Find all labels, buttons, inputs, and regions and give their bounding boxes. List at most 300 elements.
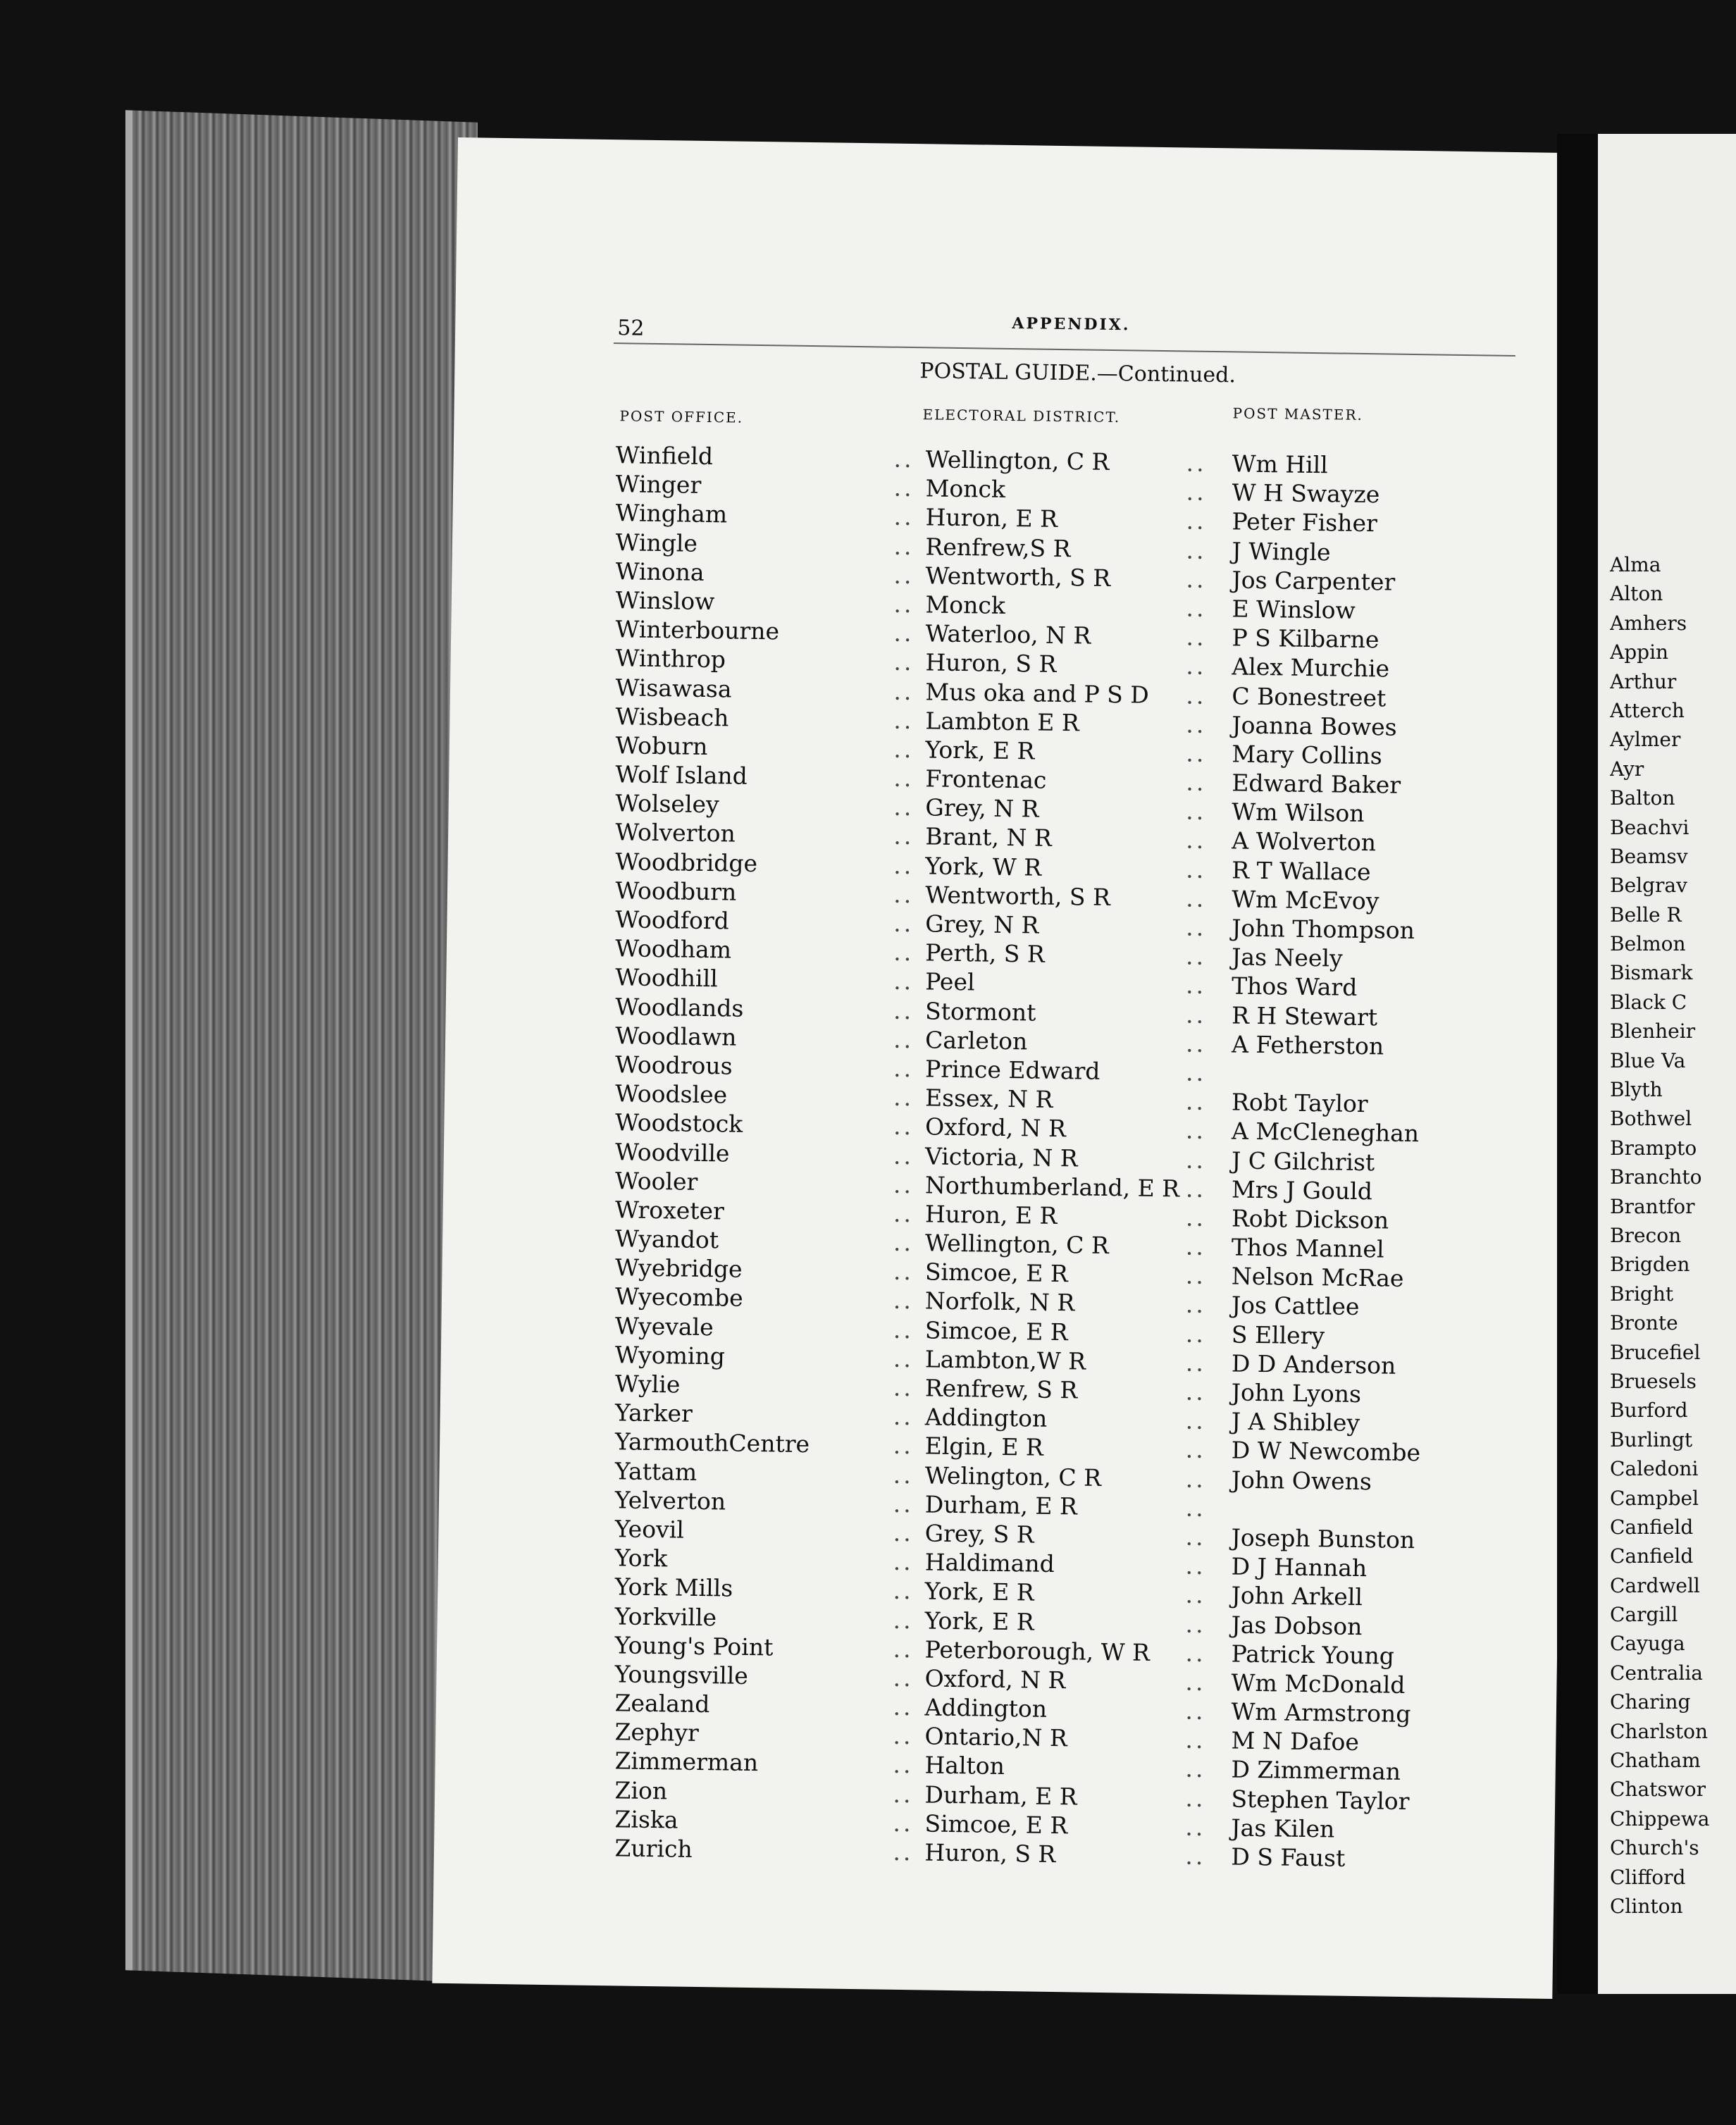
leader-dots: ..	[893, 1809, 914, 1838]
electoral-district-cell: York, E R	[925, 736, 1035, 765]
leader-dots: ..	[893, 1113, 914, 1141]
leader-dots: ..	[1186, 710, 1207, 738]
post-office-cell: Ziska	[614, 1805, 678, 1834]
post-office-cell: Wyevale	[614, 1311, 714, 1341]
right-page-entry: Brecon	[1610, 1223, 1682, 1247]
right-page-entry: Black C	[1610, 990, 1687, 1014]
leader-dots: ..	[1185, 1058, 1207, 1086]
leader-dots: ..	[893, 590, 914, 619]
leader-dots: ..	[893, 677, 914, 705]
leader-dots: ..	[893, 1402, 914, 1431]
post-office-cell: Young's Point	[614, 1631, 774, 1661]
leader-dots: ..	[893, 1635, 914, 1663]
post-office-cell: Winger	[615, 470, 702, 500]
leader-dots: ..	[1185, 1000, 1207, 1029]
electoral-district-cell: Waterloo, N R	[925, 619, 1091, 650]
electoral-district-cell: Peterborough, W R	[924, 1635, 1151, 1666]
leader-dots: ..	[1185, 1610, 1206, 1638]
leader-dots: ..	[893, 1518, 914, 1547]
postmaster-cell: R H Stewart	[1231, 1001, 1378, 1031]
page-edges	[125, 110, 478, 1982]
leader-dots: ..	[1185, 1494, 1206, 1522]
leader-dots: ..	[1186, 797, 1207, 826]
post-office-cell: Zephyr	[614, 1718, 700, 1747]
electoral-district-cell: Addington	[924, 1693, 1048, 1723]
leader-dots: ..	[1185, 1465, 1207, 1493]
leader-dots: ..	[1185, 1320, 1207, 1348]
leader-dots: ..	[893, 1287, 914, 1315]
postmaster-cell: Wm Hill	[1232, 450, 1329, 479]
electoral-district-cell: Huron, E R	[924, 1200, 1058, 1229]
leader-dots: ..	[1185, 1813, 1206, 1841]
postmaster-cell: Robt Dickson	[1231, 1204, 1389, 1234]
leader-dots: ..	[1185, 1203, 1207, 1232]
post-office-cell: Wyebridge	[614, 1253, 743, 1284]
leader-dots: ..	[1185, 1842, 1206, 1871]
electoral-district-cell: Carleton	[924, 1026, 1028, 1055]
electoral-district-cell: Renfrew, S R	[924, 1374, 1078, 1404]
leader-dots: ..	[893, 1170, 914, 1198]
leader-dots: ..	[1186, 855, 1207, 884]
post-office-cell: Woodham	[615, 934, 732, 964]
post-office-cell: Wylie	[614, 1370, 681, 1399]
leader-dots: ..	[1185, 1755, 1206, 1783]
post-office-cell: Yorkville	[614, 1602, 717, 1631]
electoral-district-cell: Wentworth, S R	[925, 562, 1111, 592]
leader-dots: ..	[1186, 507, 1207, 535]
electoral-district-cell: Norfolk, N R	[924, 1287, 1075, 1317]
leader-dots: ..	[1186, 536, 1207, 564]
postmaster-cell: Wm Armstrong	[1231, 1697, 1411, 1728]
leader-dots: ..	[893, 619, 914, 648]
postmaster-cell: Stephen Taylor	[1231, 1785, 1410, 1815]
postmaster-cell: Wm McDonald	[1231, 1668, 1406, 1699]
leader-dots: ..	[1186, 449, 1207, 477]
leader-dots: ..	[893, 1258, 914, 1286]
right-page-entry: Bruesels	[1610, 1369, 1697, 1393]
post-office-cell: Woodstock	[614, 1108, 743, 1139]
postmaster-cell: Joanna Bowes	[1232, 711, 1397, 741]
postmaster-cell: John Thompson	[1231, 914, 1415, 945]
leader-dots: ..	[1186, 652, 1207, 681]
right-page-entry: Campbel	[1610, 1486, 1699, 1510]
right-page-entry: Blue Va	[1610, 1048, 1686, 1072]
leader-dots: ..	[893, 503, 914, 531]
electoral-district-cell: Prince Edward	[924, 1055, 1100, 1085]
right-page-entry: Blenheir	[1610, 1020, 1696, 1043]
col-head-electoral-district: ELECTORAL DISTRICT.	[922, 406, 1121, 426]
leader-dots: ..	[1185, 1232, 1207, 1261]
postmaster-cell: R T Wallace	[1232, 856, 1371, 886]
electoral-district-cell: Victoria, N R	[924, 1141, 1078, 1172]
leader-dots: ..	[893, 793, 914, 822]
postmaster-cell: C Bonestreet	[1232, 681, 1387, 712]
leader-dots: ..	[1185, 1639, 1206, 1667]
leader-dots: ..	[1185, 1726, 1206, 1754]
right-page-entry: Cardwell	[1610, 1573, 1700, 1597]
leader-dots: ..	[1186, 681, 1207, 710]
postmaster-cell: John Arkell	[1231, 1581, 1363, 1611]
post-office-cell: Woodbridge	[615, 847, 758, 877]
postmaster-cell: J Wingle	[1232, 536, 1331, 566]
post-office-cell: Winterbourne	[615, 615, 780, 645]
right-page-entry: Brucefiel	[1610, 1340, 1701, 1364]
postmaster-cell: Edward Baker	[1232, 769, 1401, 799]
post-office-cell: Yelverton	[614, 1486, 726, 1516]
page-number: 52	[616, 316, 645, 341]
leader-dots: ..	[1185, 1784, 1206, 1812]
running-head: APPENDIX.	[1012, 314, 1131, 335]
right-page-entry: Clifford	[1610, 1865, 1686, 1889]
leader-dots: ..	[1186, 739, 1207, 767]
post-office-cell: Woodrous	[614, 1051, 733, 1080]
right-page-entry: Bright	[1610, 1282, 1674, 1306]
leader-dots: ..	[1185, 1406, 1207, 1435]
electoral-district-cell: Mus oka and P S D	[925, 677, 1150, 709]
electoral-district-cell: Huron, E R	[925, 503, 1058, 533]
leader-dots: ..	[893, 706, 914, 734]
post-office-cell: Woodburn	[615, 876, 737, 906]
electoral-district-cell: Stormont	[924, 996, 1036, 1027]
right-page-entry: Chatham	[1610, 1749, 1701, 1773]
electoral-district-cell: Halton	[924, 1751, 1005, 1780]
leader-dots: ..	[893, 1083, 914, 1112]
right-page-entry: Brigden	[1610, 1253, 1690, 1277]
right-page-entry: Belle R	[1610, 903, 1682, 927]
right-page-entry: Brampto	[1610, 1136, 1697, 1160]
postmaster-cell: Jos Carpenter	[1232, 566, 1396, 596]
leader-dots: ..	[893, 648, 914, 676]
electoral-district-cell: Huron, S R	[925, 648, 1057, 679]
post-office-cell: Woodlands	[614, 992, 744, 1022]
post-office-cell: Wolf Island	[615, 760, 748, 790]
post-office-cell: Wyecombe	[614, 1282, 743, 1313]
electoral-district-cell: Northumberland, E R	[924, 1171, 1180, 1203]
postmaster-cell: D S Faust	[1231, 1842, 1346, 1872]
leader-dots: ..	[893, 1199, 914, 1228]
postmaster-cell: Alex Murchie	[1232, 652, 1390, 683]
right-page-entry: Canfield	[1610, 1515, 1694, 1539]
leader-dots: ..	[1186, 478, 1207, 507]
right-page-entry: Cayuga	[1610, 1632, 1685, 1656]
leader-dots: ..	[1186, 768, 1207, 796]
postmaster-cell: Wm Wilson	[1232, 798, 1365, 828]
electoral-district-cell: Brant, N R	[925, 822, 1053, 853]
post-office-cell: Wolverton	[615, 818, 736, 848]
leader-dots: ..	[893, 1577, 914, 1605]
electoral-district-cell: Wellington, C R	[925, 445, 1110, 476]
post-office-cell: Wroxeter	[614, 1196, 725, 1225]
leader-dots: ..	[1185, 913, 1207, 941]
leader-dots: ..	[1185, 1435, 1207, 1464]
right-page-entry: Chippewa	[1610, 1807, 1710, 1830]
post-office-cell: Wooler	[614, 1166, 698, 1196]
right-page-entry: Appin	[1610, 640, 1669, 664]
leader-dots: ..	[893, 1489, 914, 1518]
right-page-entry: Clinton	[1610, 1894, 1683, 1918]
electoral-district-cell: Durham, E R	[924, 1490, 1078, 1520]
post-office-cell: Woburn	[615, 731, 708, 760]
leader-dots: ..	[893, 1432, 914, 1460]
leader-dots: ..	[893, 1228, 914, 1257]
right-page-entry: Aylmer	[1610, 728, 1681, 752]
leader-dots: ..	[893, 938, 914, 967]
leader-dots: ..	[893, 1344, 914, 1373]
postmaster-cell: D W Newcombe	[1231, 1436, 1421, 1467]
post-office-cell: York	[614, 1544, 668, 1573]
electoral-district-cell: York, W R	[925, 851, 1042, 881]
leader-dots: ..	[1185, 1291, 1207, 1319]
postmaster-cell: Jas Kilen	[1231, 1814, 1335, 1843]
electoral-district-cell: Lambton,W R	[924, 1345, 1086, 1375]
right-page-entry: Belmon	[1610, 932, 1686, 956]
post-office-cell: Yarker	[614, 1399, 693, 1428]
leader-dots: ..	[893, 1025, 914, 1053]
electoral-district-cell: York, E R	[924, 1577, 1034, 1606]
post-office-cell: Wyandot	[614, 1225, 719, 1254]
leader-dots: ..	[893, 1780, 914, 1808]
leader-dots: ..	[893, 1461, 914, 1489]
post-office-cell: Winslow	[615, 586, 715, 616]
postmaster-cell: Joseph Bunston	[1231, 1523, 1415, 1554]
leader-dots: ..	[1185, 1146, 1207, 1174]
right-page-entry: Burford	[1610, 1399, 1688, 1423]
post-office-cell: Woodville	[614, 1137, 730, 1167]
leader-dots: ..	[1186, 884, 1207, 912]
post-office-cell: Winona	[615, 557, 705, 586]
postmaster-cell: Thos Ward	[1231, 972, 1358, 1002]
leader-dots: ..	[893, 764, 914, 793]
post-office-cell: Wisbeach	[615, 702, 729, 732]
right-page-entry: Belgrav	[1610, 874, 1687, 898]
electoral-district-cell: Huron, S R	[924, 1838, 1056, 1869]
leader-dots: ..	[893, 967, 914, 996]
postmaster-cell: Mrs J Gould	[1231, 1175, 1373, 1205]
leader-dots: ..	[893, 735, 914, 763]
post-office-cell: Winthrop	[615, 644, 726, 674]
right-page-entry: Branchto	[1610, 1165, 1702, 1189]
right-page-entry: Church's	[1610, 1836, 1699, 1860]
electoral-district-cell: Welington, C R	[924, 1461, 1102, 1492]
leader-dots: ..	[1185, 1697, 1206, 1726]
electoral-district-cell: Simcoe, E R	[924, 1809, 1068, 1840]
leader-dots: ..	[1185, 1377, 1207, 1406]
right-page-list	[1610, 553, 1736, 1923]
leader-dots: ..	[1185, 1668, 1206, 1696]
book-gutter	[1557, 134, 1599, 1994]
post-office-cell: Yattam	[614, 1456, 698, 1486]
right-page-entry: Centralia	[1610, 1661, 1703, 1685]
right-page-entry: Beachvi	[1610, 815, 1690, 839]
postmaster-cell: Patrick Young	[1231, 1640, 1395, 1670]
electoral-district-cell: Renfrew,S R	[925, 532, 1071, 562]
leader-dots: ..	[893, 532, 914, 560]
electoral-district-cell: Simcoe, E R	[924, 1258, 1068, 1288]
right-page-entry: Alma	[1610, 553, 1661, 576]
postmaster-cell: John Lyons	[1231, 1378, 1362, 1408]
col-head-post-master: POST MASTER.	[1232, 404, 1364, 423]
electoral-district-cell: Durham, E R	[924, 1780, 1077, 1811]
postmaster-cell: W H Swayze	[1232, 478, 1380, 509]
leader-dots: ..	[1185, 1261, 1207, 1290]
leader-dots: ..	[893, 1141, 914, 1170]
postmaster-cell: D J Hannah	[1231, 1552, 1368, 1582]
post-office-cell: Woodlawn	[614, 1021, 737, 1051]
postmaster-cell: D D Anderson	[1231, 1349, 1396, 1380]
electoral-district-cell: York, E R	[924, 1606, 1034, 1636]
leader-dots: ..	[893, 561, 914, 589]
leader-dots: ..	[893, 473, 914, 502]
leader-dots: ..	[1186, 565, 1207, 593]
leader-dots: ..	[1185, 1175, 1207, 1203]
postmaster-cell: Thos Mannel	[1231, 1233, 1384, 1263]
electoral-district-cell: Haldimand	[924, 1548, 1055, 1578]
post-office-cell: Wisawasa	[615, 673, 732, 702]
electoral-district-cell: Wellington, C R	[924, 1229, 1109, 1260]
postal-guide-table	[596, 441, 1560, 1876]
post-office-cell: Youngsville	[614, 1660, 749, 1690]
electoral-district-cell: Monck	[925, 474, 1006, 504]
electoral-district-cell: Peel	[924, 967, 975, 996]
right-page-entry: Brantfor	[1610, 1194, 1695, 1218]
leader-dots: ..	[893, 1315, 914, 1344]
leader-dots: ..	[1186, 623, 1207, 652]
post-office-cell: Woodford	[615, 905, 730, 935]
leader-dots: ..	[893, 822, 914, 850]
electoral-district-cell: Addington	[924, 1403, 1048, 1433]
right-page-entry: Bismark	[1610, 961, 1693, 985]
leader-dots: ..	[1185, 1116, 1207, 1145]
leader-dots: ..	[1185, 1551, 1206, 1580]
electoral-district-cell: Grey, S R	[924, 1519, 1034, 1549]
postmaster-cell: A McCleneghan	[1231, 1117, 1420, 1148]
right-page-entry: Alton	[1610, 582, 1663, 606]
postmaster-cell: A Wolverton	[1232, 826, 1377, 857]
postmaster-cell: Nelson McRae	[1231, 1262, 1404, 1293]
guide-title: POSTAL GUIDE.—Continued.	[919, 359, 1236, 388]
post-office-cell: Zimmerman	[614, 1747, 759, 1777]
post-office-cell: York Mills	[614, 1573, 733, 1602]
post-office-cell: Woodhill	[614, 963, 718, 993]
right-page-entry: Bothwel	[1610, 1107, 1692, 1131]
electoral-district-cell: Frontenac	[925, 764, 1047, 794]
electoral-district-cell: Elgin, E R	[924, 1432, 1044, 1462]
electoral-district-cell: Simcoe, E R	[924, 1316, 1068, 1346]
leader-dots: ..	[1186, 826, 1207, 855]
electoral-district-cell: Grey, N R	[925, 793, 1039, 823]
postmaster-cell: D Zimmerman	[1231, 1755, 1401, 1786]
right-page-entry: Amhers	[1610, 611, 1687, 635]
post-office-cell: Woodslee	[614, 1079, 728, 1109]
header-rule	[614, 342, 1515, 357]
leader-dots: ..	[1185, 1029, 1207, 1058]
leader-dots: ..	[893, 1373, 914, 1402]
leader-dots: ..	[893, 1722, 914, 1750]
post-office-cell: Zion	[614, 1776, 668, 1805]
post-office-cell: Zealand	[614, 1689, 710, 1718]
postmaster-cell: J C Gilchrist	[1231, 1146, 1375, 1176]
postmaster-cell: S Ellery	[1231, 1320, 1325, 1349]
leader-dots: ..	[1185, 971, 1207, 1000]
right-page-entry: Cargill	[1610, 1603, 1678, 1627]
post-office-cell: Wingle	[615, 528, 698, 557]
right-page-entry: Bronte	[1610, 1311, 1678, 1335]
postmaster-cell: E Winslow	[1232, 595, 1356, 624]
electoral-district-cell: Oxford, N R	[924, 1113, 1067, 1143]
right-page-entry: Caledoni	[1610, 1457, 1699, 1481]
left-page	[432, 137, 1577, 1999]
leader-dots: ..	[1185, 1523, 1206, 1551]
post-office-cell: Wyoming	[614, 1341, 726, 1370]
right-page-entry: Burlingt	[1610, 1427, 1693, 1451]
right-page-entry: Arthur	[1610, 669, 1677, 693]
postmaster-cell: Peter Fisher	[1232, 507, 1378, 538]
postmaster-cell: M N Dafoe	[1231, 1726, 1360, 1757]
post-office-cell: Winfield	[615, 441, 714, 471]
post-office-cell: Wingham	[615, 499, 728, 528]
right-page-entry: Chatswor	[1610, 1778, 1706, 1802]
postmaster-cell: Jas Dobson	[1231, 1611, 1363, 1640]
postmaster-cell: A Fetherston	[1231, 1030, 1384, 1060]
right-page-entry: Balton	[1610, 786, 1675, 810]
right-page-entry: Charing	[1610, 1690, 1691, 1714]
leader-dots: ..	[1185, 1349, 1207, 1377]
postmaster-cell: Mary Collins	[1232, 740, 1382, 770]
postmaster-cell: John Owens	[1231, 1466, 1372, 1495]
leader-dots: ..	[893, 851, 914, 879]
col-head-post-office: POST OFFICE.	[619, 407, 744, 426]
right-page-entry: Charlston	[1610, 1719, 1709, 1743]
electoral-district-cell: Oxford, N R	[924, 1664, 1066, 1695]
leader-dots: ..	[1185, 942, 1207, 971]
electoral-district-cell: Monck	[925, 590, 1006, 619]
postmaster-cell: P S Kilbarne	[1232, 624, 1380, 654]
right-page-entry: Blyth	[1610, 1078, 1663, 1102]
postmaster-cell: Wm McEvoy	[1231, 885, 1380, 915]
leader-dots: ..	[893, 445, 914, 473]
leader-dots: ..	[1185, 1087, 1207, 1116]
electoral-district-cell: Wentworth, S R	[925, 881, 1111, 911]
post-office-cell: Zurich	[614, 1834, 693, 1863]
postmaster-cell: Jos Cattlee	[1231, 1291, 1360, 1321]
post-office-cell: Yeovil	[614, 1515, 685, 1544]
leader-dots: ..	[893, 996, 914, 1024]
right-page-entry: Canfield	[1610, 1544, 1694, 1568]
right-page-entry: Atterch	[1610, 698, 1685, 722]
leader-dots: ..	[1186, 594, 1207, 622]
leader-dots: ..	[893, 1838, 914, 1866]
post-office-cell: Wolseley	[615, 789, 719, 819]
leader-dots: ..	[893, 909, 914, 938]
post-office-cell: YarmouthCentre	[614, 1427, 810, 1458]
postmaster-cell: Jas Neely	[1231, 943, 1343, 972]
electoral-district-cell: Grey, N R	[925, 910, 1039, 939]
postmaster-cell: Robt Taylor	[1231, 1088, 1368, 1118]
postmaster-cell: J A Shibley	[1231, 1407, 1360, 1437]
electoral-district-cell: Ontario,N R	[924, 1722, 1067, 1752]
leader-dots: ..	[893, 1054, 914, 1083]
leader-dots: ..	[893, 1692, 914, 1721]
right-page-entry: Beamsv	[1610, 844, 1688, 868]
leader-dots: ..	[893, 1751, 914, 1779]
right-page-entry: Ayr	[1610, 757, 1644, 781]
electoral-district-cell: Lambton E R	[925, 707, 1080, 737]
leader-dots: ..	[1185, 1580, 1206, 1609]
electoral-district-cell: Perth, S R	[924, 938, 1045, 968]
leader-dots: ..	[893, 1547, 914, 1576]
leader-dots: ..	[893, 1606, 914, 1634]
leader-dots: ..	[893, 880, 914, 908]
